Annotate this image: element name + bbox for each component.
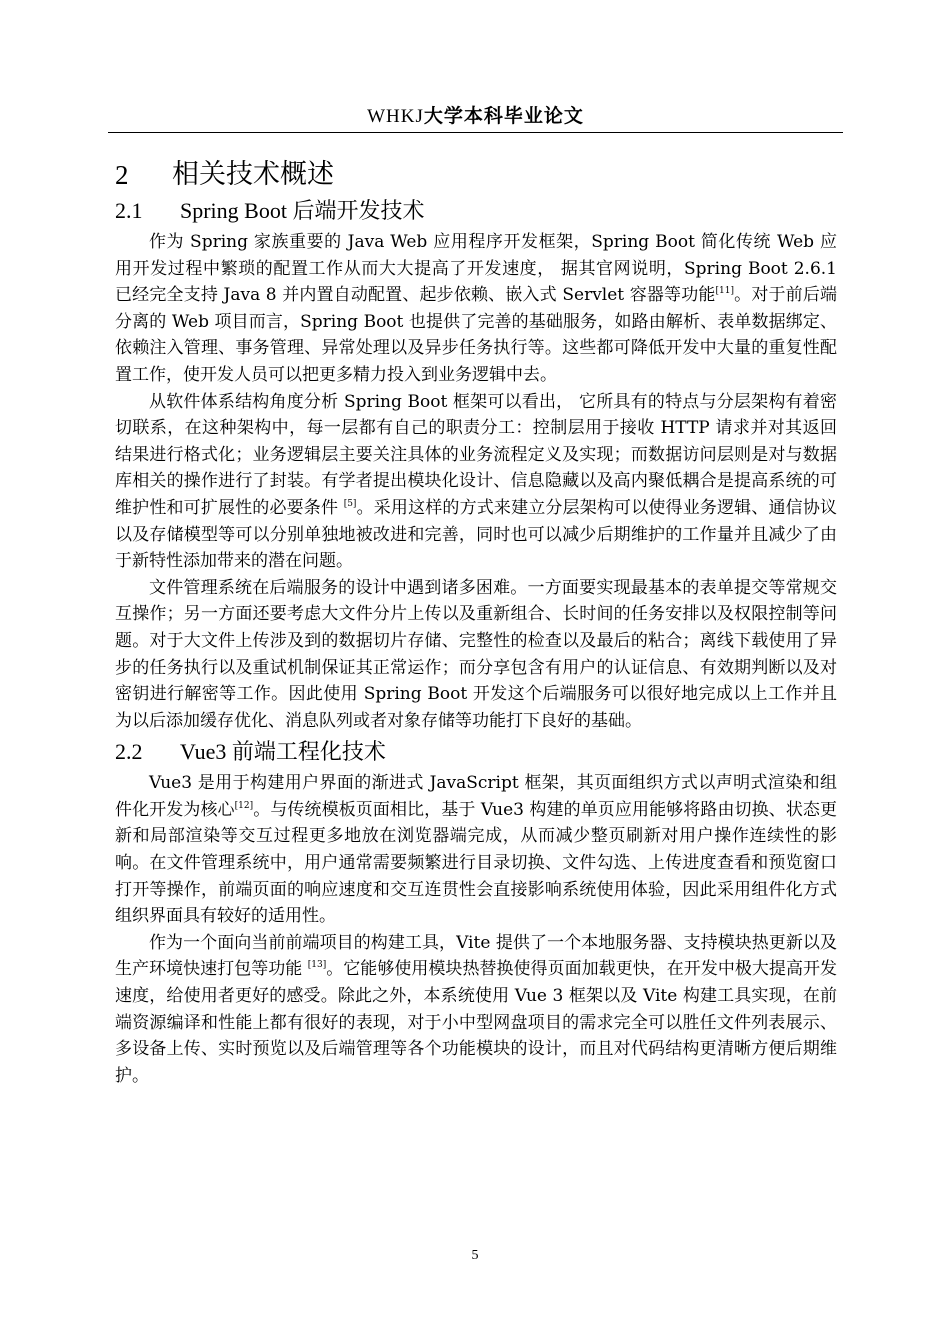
paragraph-text: Vue3 是用于构建用户界面的渐进式 JavaScript 框架，其页面组织方式以声明式渲染和组件化开发为核心: [115, 773, 837, 820]
header-divider: [108, 132, 843, 133]
section-title: Vue3 前端工程化技术: [180, 739, 386, 765]
section-number: 2.1: [115, 198, 143, 223]
paragraph: [115, 770, 837, 930]
citation: [13]: [307, 960, 327, 971]
paragraph: [115, 389, 837, 575]
paragraph-text: 作为一个面向当前前端项目的构建工具，Vite 提供了一个本地服务器、支持模块热更新以及生产环境快速打包等功能: [115, 932, 837, 980]
header-title: 大学本科毕业论文: [423, 105, 584, 127]
section-heading-2-2: [115, 734, 837, 770]
paragraph: [115, 575, 837, 735]
section-title: Spring Boot 后端开发技术: [180, 198, 425, 223]
paragraph-text: 。它能够使用模块热替换使得页面加载更快，在开发中极大提高开发速度，给使用者更好的感受。除此之外，本系统使用 Vue 3 框架以及 Vite 构建工具实现，在前端资源编译和性能上都有很好的表现，对于小中型网盘项目的需求完全可以胜任文件列表展示、多设备上传、实时预览以及后端管理等各个功能模块的设计，而且对代码结构更清晰方便后期维护。: [115, 959, 838, 1086]
main-content: [115, 157, 837, 1089]
citation: [12]: [234, 800, 254, 811]
page-number: 5: [471, 1248, 479, 1263]
page-header: [108, 104, 843, 129]
paragraph-text: 。采用这样的方式来建立分层架构可以使得业务逻辑、通信协议以及存储模型等可以分别单独地被改进和完善，同时也可以减少后期维护的工作量并且减少了由于新特性添加带来的潜在问题。: [115, 497, 837, 572]
section-number: 2.2: [115, 739, 143, 765]
chapter-number: 2: [115, 160, 129, 190]
paragraph: [115, 930, 837, 1090]
paragraph-text: 文件管理系统在后端服务的设计中遇到诸多困难。一方面要实现最基本的表单提交等常规交互操作；另一方面还要考虑大文件分片上传以及重新组合、长时间的任务安排以及权限控制等问题。对于大文件上传涉及到的数据切片存储、完整性的检查以及最后的粘合；离线下载使用了异步的任务执行以及重试机制保证其正常运作；而分享包含有用户的认证信息、有效期判断以及对密钥进行解密等工作。因此使用 Spring Boot 开发这个后端服务可以很好地完成以上工作并且为以后添加缓存优化、消息队列或者对象存储等功能打下良好的基础。: [115, 577, 837, 731]
paragraph: [115, 229, 837, 389]
paragraph-text: 从软件体系结构角度分析 Spring Boot 框架可以看出， 它所具有的特点与分层架构有着密切联系，在这种架构中，每一层都有自己的职责分工：控制层用于接收 HTTP 请求并对其返回结果进行格式化；业务逻辑层主要关注具体的业务流程定义及实现；而数据访问层则是对与数据库相关的操作进行了封装。有学者提出模块化设计、信息隐藏以及高内聚低耦合是提高系统的可维护性和可扩展性的必要条件: [115, 391, 837, 518]
citation: [11]: [715, 286, 735, 297]
paragraph-text: 。与传统模板页面相比，基于 Vue3 构建的单页应用能够将路由切换、状态更新和局部渲染等交互过程更多地放在浏览器端完成，从而减少整页刷新对用户操作连续性的影响。在文件管理系统中，用户通常需要频繁进行目录切换、文件勾选、上传进度查看和预览窗口打开等操作，前端页面的响应速度和交互连贯性会直接影响系统使用体验，因此采用组件化方式组织界面具有较好的适用性。: [115, 799, 838, 927]
citation: [5]: [343, 498, 357, 509]
chapter-title: 相关技术概述: [172, 159, 334, 190]
header-school: WHKJ: [367, 106, 424, 127]
section-heading-2-1: [115, 193, 837, 229]
paragraph-text: 。对于前后端分离的 Web 项目而言，Spring Boot 也提供了完善的基础服务，如路由解析、表单数据绑定、依赖注入管理、事务管理、异常处理以及异步任务执行等。这些都可降低开发中大量的重复性配置工作，使开发人员可以把更多精力投入到业务逻辑中去。: [115, 285, 837, 385]
chapter-heading: [115, 157, 837, 193]
paragraph-text: 作为 Spring 家族重要的 Java Web 应用程序开发框架，Spring Boot 简化传统 Web 应用开发过程中繁琐的配置工作从而大大提高了开发速度， 据其官网说明，Spring Boot 2.6.1 已经完全支持 Java 8 并内置自动配置、起步依赖、嵌入式 Servlet 容器等功能: [115, 232, 837, 306]
